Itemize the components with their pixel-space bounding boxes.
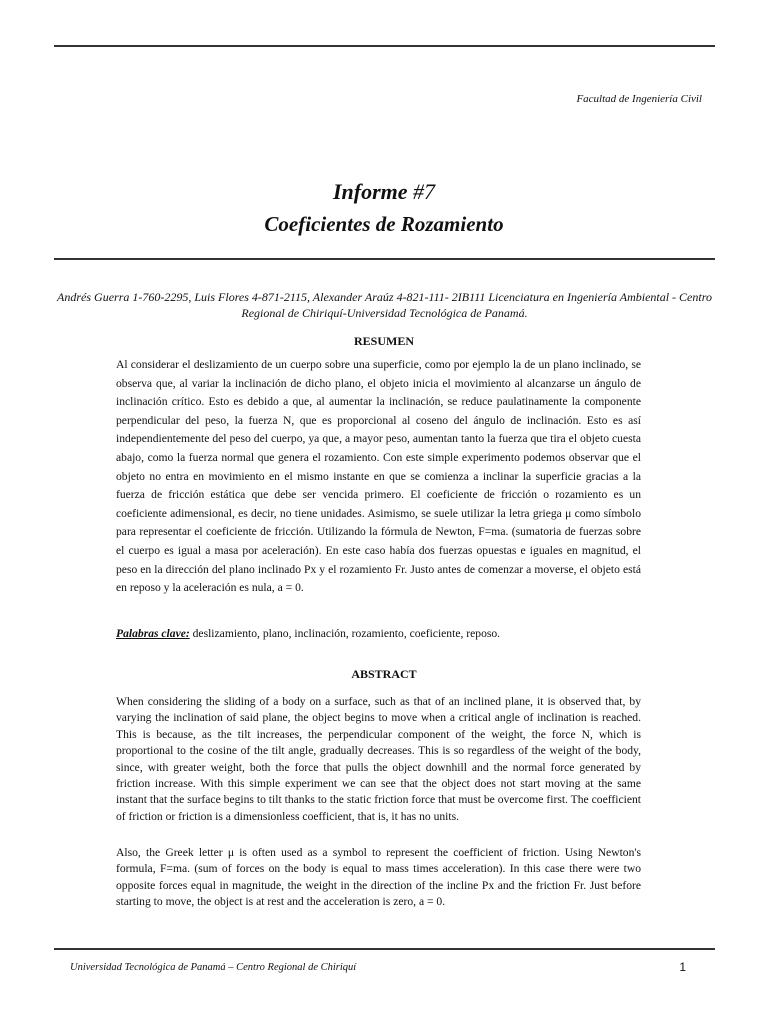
abstract-paragraph-2: Also, the Greek letter μ is often used as a symbol to represent the coefficient of friction. Using Newton's formula, F=ma. (sum of forces on the body is equal to mass times acceleration). In this case there were two opposite forces equal in magnitude, the weight in the direction of the incline Px and the friction Fr. Just before starting to move, the object is at rest and the acceleration is zero, a = 0. [116, 846, 641, 909]
top-rule [54, 45, 715, 47]
footer-institution: Universidad Tecnológica de Panamá – Centro Regional de Chiriquí [70, 962, 357, 973]
resumen-text: Al considerar el deslizamiento de un cuerpo sobre una superficie, como por ejemplo la de un plano inclinado, se observa que, al variar la inclinación de dicho plano, el objeto inicia el movimiento al alcanzarse un ángulo de inclinación crítico. Esto es debido a que, al aumentar la inclinación, se reduce paulatinamente la componente perpendicular del peso, la fuerza N, que es proporcional al coseno del ángulo de inclinación. Esto es así independientemente del peso del cuerpo, ya que, a mayor peso, aumentan tanto la fuerza que tira el objeto cuesta abajo, como la fuerza normal que genera el rozamiento. Con este simple experimento podemos observar que el objeto no entra en movimiento en el mismo instante en que se comienza a inclinar la superficie gracias a la fuerza de fricción estática que debe ser vencida primero. El coeficiente de fricción o rozamiento es un coeficiente adimensional, es decir, no tiene unidades. Asimismo, se suele utilizar la letra griega μ como símbolo para representar el coeficiente de fricción. Utilizando la fórmula de Newton, F=ma. (sumatoria de fuerzas sobre el cuerpo es igual a masa por aceleración). En este caso había dos fuerzas opuestas e iguales en magnitud, el peso en la dirección del plano inclinado Px y el rozamiento Fr. Justo antes de comenzar a moverse, el objeto está en reposo y la aceleración es nula, a = 0. [116, 358, 641, 595]
faculty-header: Facultad de Ingeniería Civil [576, 93, 702, 105]
keywords-list: deslizamiento, plano, inclinación, rozamiento, coeficiente, reposo. [189, 627, 501, 640]
keywords-line [116, 625, 641, 644]
title-rule [54, 258, 715, 260]
keywords-label: Palabras clave: [116, 627, 190, 640]
abstract-paragraph-1: When considering the sliding of a body on a surface, such as that of an inclined plane, it is observed that, by varying the inclination of said plane, the object begins to move when a critical angle of inclination is reached. This is because, as the tilt increases, the perpendicular component of the weight, the force N, which is proportional to the cosine of the tilt angle, gradually decreases. This is so regardless of the weight of the body, since, with greater weight, both the force that pulls the object downhill and the normal force generated by friction increase. With this simple experiment we can see that the object does not start moving at the same instant that the surface begins to tilt thanks to the static friction force that must be overcome first. The coefficient of friction or friction is a dimensionless coefficient, that is, it has no units. [116, 695, 641, 823]
report-number: #7 [413, 179, 436, 204]
report-subtitle: Coeficientes de Rozamiento [264, 212, 504, 236]
abstract-heading: ABSTRACT [351, 667, 417, 681]
page-number: 1 [679, 960, 686, 974]
report-title [0, 178, 768, 206]
resumen-heading: RESUMEN [353, 334, 414, 348]
report-title-label: Informe [332, 179, 408, 204]
footer-rule [54, 948, 715, 950]
authors-line: Andrés Guerra 1-760-2295, Luis Flores 4-871-2115, Alexander Araúz 4-821-111- 2IB111 Licenciatura en Ingeniería Ambiental - Centro Regional de Chiriquí-Universidad Tecnológica de Panamá. [57, 290, 712, 320]
